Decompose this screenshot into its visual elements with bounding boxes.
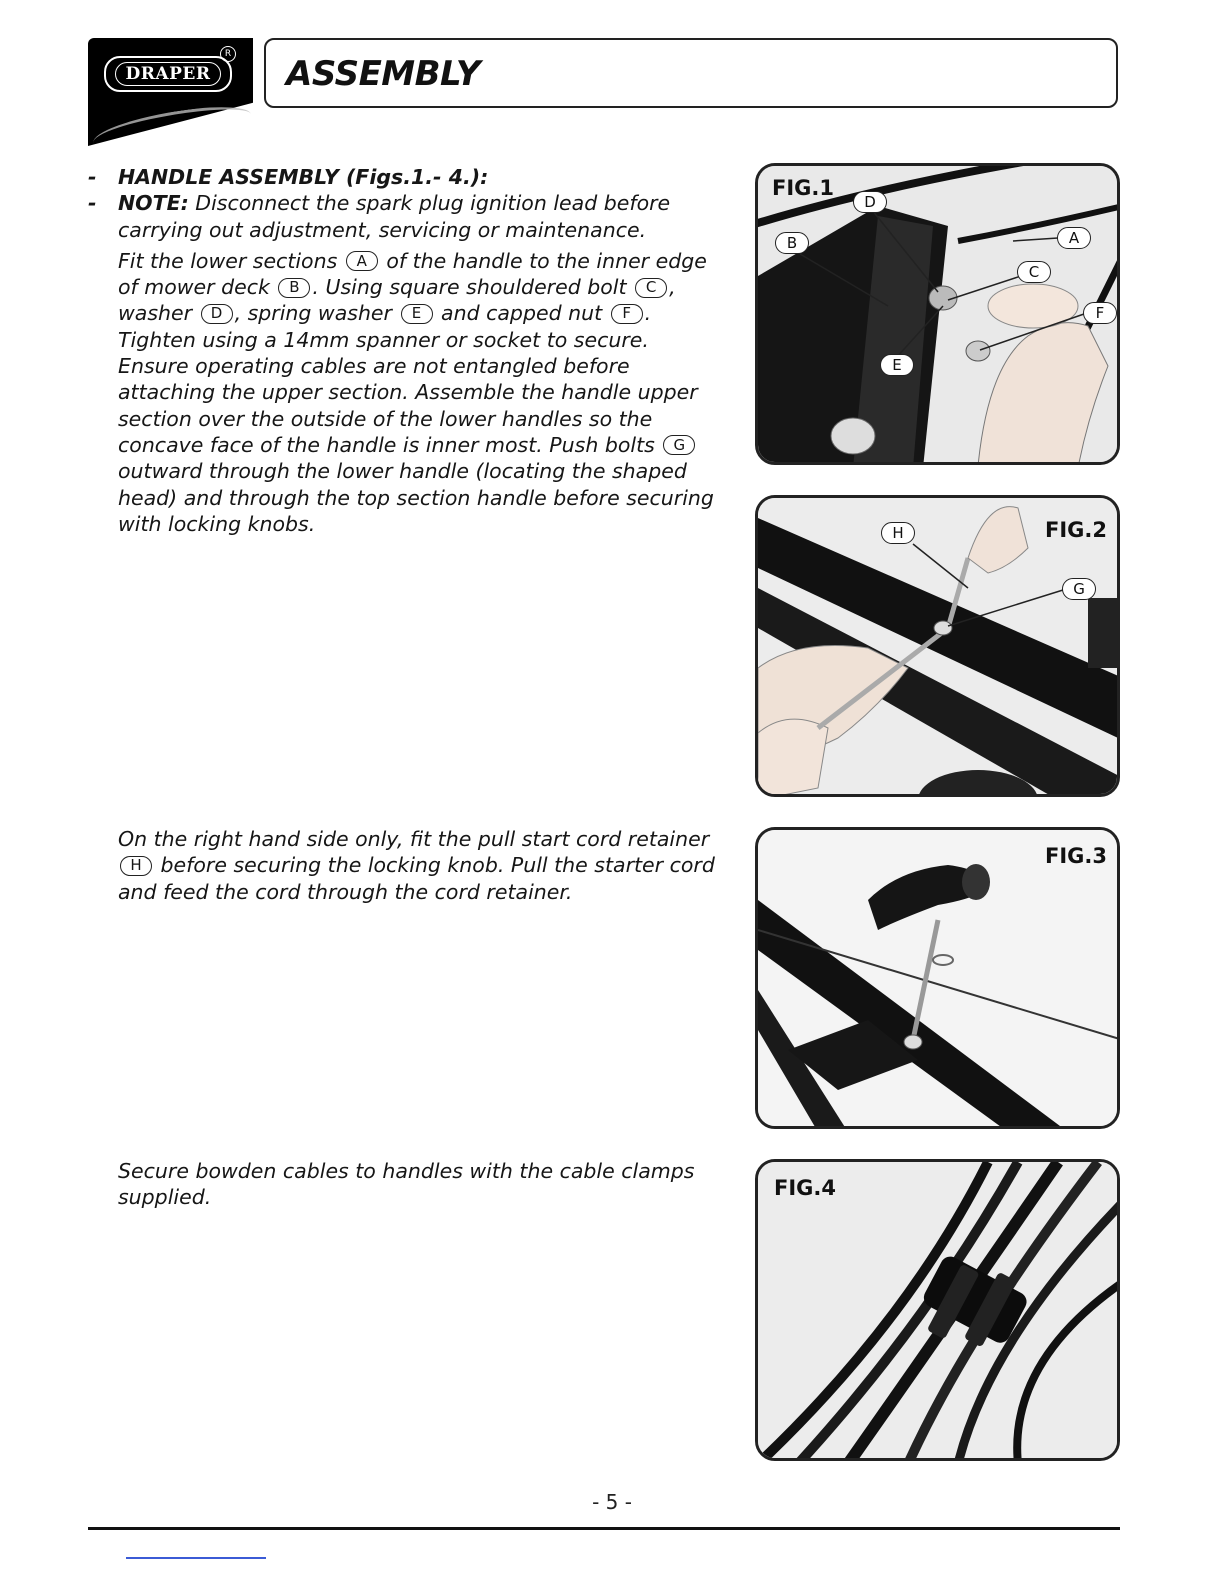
text-run: , spring washer — [234, 301, 399, 326]
bullet-dash: - — [88, 191, 97, 216]
fig1-callout-f: F — [1083, 302, 1117, 324]
figure-4-label: FIG.4 — [774, 1176, 836, 1200]
fig1-callout-a: A — [1057, 227, 1091, 249]
page-number: - 5 - — [592, 1490, 632, 1514]
text-run: and capped nut — [434, 301, 609, 326]
fig3-photo — [758, 830, 1120, 1129]
ref-callout-e: E — [401, 304, 433, 324]
figure-3-label: FIG.3 — [1045, 844, 1107, 868]
footer-link-underline — [126, 1557, 266, 1559]
note-text: Disconnect the spark plug ignition lead before carrying out adjustment, servicing or maintenance. — [118, 191, 671, 242]
page-title: ASSEMBLY — [286, 54, 481, 94]
section-title-box — [264, 38, 1118, 108]
fig1-callout-e: E — [880, 354, 914, 376]
handle-assembly-text — [88, 164, 718, 537]
text-run: , washer — [118, 275, 676, 326]
footer-divider — [88, 1527, 1120, 1530]
figure-1 — [755, 163, 1120, 465]
fig2-callout-h: H — [881, 522, 915, 544]
text-run: before securing the locking knob. Pull the starter cord and feed the cord through the cord retainer. — [118, 853, 715, 904]
bullet-note — [88, 190, 718, 243]
figure-4 — [755, 1159, 1120, 1461]
text-run: of the handle to the inner edge of mower deck — [118, 248, 707, 300]
text-run: . Tighten using a 14mm spanner or socket to secure. Ensure operating cables are not entangled before attaching the upper section. Assemble the handle upper section over the outside of the lower handles so the concave face of the handle is inner most. Push bolts — [118, 301, 698, 457]
fig1-callout-d: D — [853, 191, 887, 213]
ref-callout-f: F — [611, 304, 643, 324]
ref-callout-h: H — [120, 856, 152, 876]
registered-mark: R — [220, 46, 236, 62]
section-heading: HANDLE ASSEMBLY (Figs.1.- 4.): — [118, 165, 489, 189]
paragraph-lower-sections — [88, 248, 718, 537]
cable-clamps-text — [88, 1158, 718, 1211]
text-run: outward through the lower handle (locating the shaped head) and through the top section handle before securing with locking knobs. — [118, 459, 714, 536]
bullet-dash: - — [88, 165, 97, 189]
brand-name: DRAPER — [115, 62, 222, 86]
fig1-photo — [758, 166, 1120, 465]
note-label: NOTE: — [118, 191, 189, 216]
bullet-heading — [88, 164, 718, 190]
figure-1-label: FIG.1 — [772, 176, 834, 200]
fig1-callout-c: C — [1017, 261, 1051, 283]
fig1-callout-b: B — [775, 232, 809, 254]
cord-retainer-text — [88, 826, 718, 905]
figure-3 — [755, 827, 1120, 1129]
text-run: On the right hand side only, fit the pull start cord retainer — [118, 827, 710, 851]
fig2-photo — [758, 498, 1120, 797]
figure-2 — [755, 495, 1120, 797]
text-run: Fit the lower sections — [118, 248, 344, 273]
ref-callout-a: A — [346, 251, 378, 271]
fig4-photo — [758, 1162, 1120, 1461]
ref-callout-g: G — [663, 435, 695, 455]
text-run: . Using square shouldered bolt — [312, 275, 634, 300]
fig2-callout-g: G — [1062, 578, 1096, 600]
paragraph-cord-retainer — [88, 826, 718, 905]
ref-callout-c: C — [635, 278, 667, 298]
paragraph-cable-clamps: Secure bowden cables to handles with the cable clamps supplied. — [118, 1159, 695, 1210]
figure-2-label: FIG.2 — [1045, 518, 1107, 542]
ref-callout-d: D — [201, 304, 233, 324]
ref-callout-b: B — [278, 278, 310, 298]
brand-logo — [104, 56, 232, 92]
